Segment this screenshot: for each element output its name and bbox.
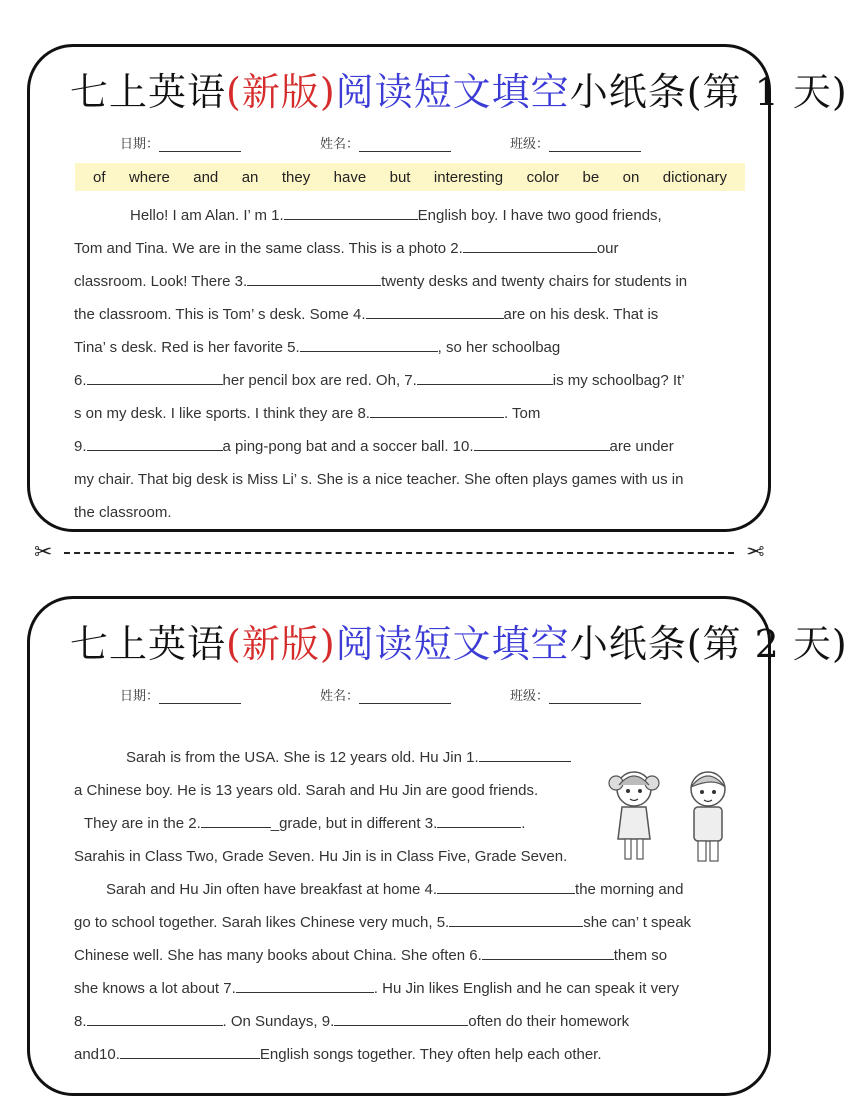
- passage-line: s on my desk. I like sports. I think they are 8. . Tom: [74, 405, 541, 422]
- word-bank-item: on: [622, 168, 640, 186]
- passage-line: a Chinese boy. He is 13 years old. Sarah and Hu Jin are good friends.: [74, 782, 539, 799]
- word-bank-item: and: [193, 168, 219, 186]
- name-field[interactable]: 姓名：: [320, 685, 451, 704]
- word-bank-item: color: [526, 168, 560, 186]
- passage-line: 8. . On Sundays, 9. often do their homework: [74, 1013, 630, 1030]
- answer-blank[interactable]: [247, 271, 381, 286]
- scissors-icon: ✂: [34, 539, 53, 564]
- passage: [74, 199, 738, 529]
- scissors-icon: ✂: [745, 539, 764, 564]
- answer-blank[interactable]: [437, 879, 575, 894]
- answer-blank[interactable]: [201, 813, 271, 828]
- passage-line: Sarahis in Class Two, Grade Seven. Hu Jin is in Class Five, Grade Seven.: [74, 848, 568, 865]
- passage-line: my chair. That big desk is Miss Li’ s. She is a nice teacher. She often plays games with us in: [74, 471, 684, 488]
- word-bank-item: be: [582, 168, 600, 186]
- answer-blank[interactable]: [236, 978, 374, 993]
- answer-blank[interactable]: [449, 912, 583, 927]
- class-field[interactable]: 班级：: [510, 133, 641, 152]
- word-bank-item: dictionary: [662, 168, 727, 186]
- passage-line: go to school together. Sarah likes Chinese very much, 5. she can’ t speak: [74, 914, 692, 931]
- passage-line: 9. a ping-pong bat and a soccer ball. 10. are under: [74, 438, 674, 455]
- date-field[interactable]: 日期：: [120, 133, 241, 152]
- answer-blank[interactable]: [474, 436, 610, 451]
- passage-line: Sarah is from the USA. She is 12 years old. Hu Jin 1.: [74, 741, 738, 774]
- answer-blank[interactable]: [284, 205, 418, 220]
- answer-blank[interactable]: [463, 238, 597, 253]
- passage-line: Sarah and Hu Jin often have breakfast at home 4. the morning and: [106, 881, 684, 898]
- card-title: 七上英语(新版)阅读短文填空小纸条(第 1 天): [70, 70, 848, 114]
- passage-line: Tom and Tina. We are in the same class. This is a photo 2. our: [74, 240, 619, 257]
- name-field[interactable]: 姓名：: [320, 133, 451, 152]
- cut-line: [34, 541, 764, 565]
- answer-blank[interactable]: [334, 1011, 468, 1026]
- passage-line: the classroom. This is Tom’ s desk. Some 4. are on his desk. That is: [74, 306, 659, 323]
- answer-blank[interactable]: [87, 1011, 223, 1026]
- answer-blank[interactable]: [120, 1044, 260, 1059]
- answer-blank[interactable]: [479, 747, 571, 762]
- card-title: 七上英语(新版)阅读短文填空小纸条(第 2 天): [70, 622, 848, 666]
- answer-blank[interactable]: [366, 304, 504, 319]
- answer-blank[interactable]: [370, 403, 504, 418]
- word-bank-item: they: [281, 168, 311, 186]
- dashed-divider: [64, 552, 734, 554]
- passage-line: Hello! I am Alan. I’ m 1. English boy. I have two good friends,: [130, 207, 662, 224]
- answer-blank[interactable]: [87, 436, 223, 451]
- word-bank-item: of: [93, 168, 106, 186]
- word-bank-item: interesting: [433, 168, 504, 186]
- class-field[interactable]: 班级：: [510, 685, 641, 704]
- answer-blank[interactable]: [87, 370, 223, 385]
- answer-blank[interactable]: [300, 337, 438, 352]
- passage: [74, 741, 738, 1071]
- passage-line: Chinese well. She has many books about China. She often 6. them so: [74, 947, 668, 964]
- passage-line: 6. her pencil box are red. Oh, 7. is my schoolbag? It’: [74, 372, 685, 389]
- word-bank-item: an: [241, 168, 259, 186]
- passage-line: she knows a lot about 7. . Hu Jin likes English and he can speak it very: [74, 980, 679, 997]
- passage-line: and10. English songs together. They often help each other.: [74, 1046, 602, 1063]
- answer-blank[interactable]: [482, 945, 614, 960]
- worksheet-card-day2: [27, 596, 848, 1096]
- passage-line: classroom. Look! There 3. twenty desks and twenty chairs for students in: [74, 273, 688, 290]
- passage-line: the classroom.: [74, 504, 172, 521]
- answer-blank[interactable]: [417, 370, 553, 385]
- answer-blank[interactable]: [437, 813, 521, 828]
- word-bank-item: where: [128, 168, 170, 186]
- word-bank-item: have: [333, 168, 367, 186]
- passage-line: Tina’ s desk. Red is her favorite 5. , so her schoolbag: [74, 339, 561, 356]
- word-bank-item: but: [389, 168, 411, 186]
- word-bank: [75, 163, 745, 191]
- date-field[interactable]: 日期：: [120, 685, 241, 704]
- passage-line: They are in the 2. _grade, but in different 3. .: [84, 815, 526, 832]
- worksheet-card-day1: [27, 44, 848, 532]
